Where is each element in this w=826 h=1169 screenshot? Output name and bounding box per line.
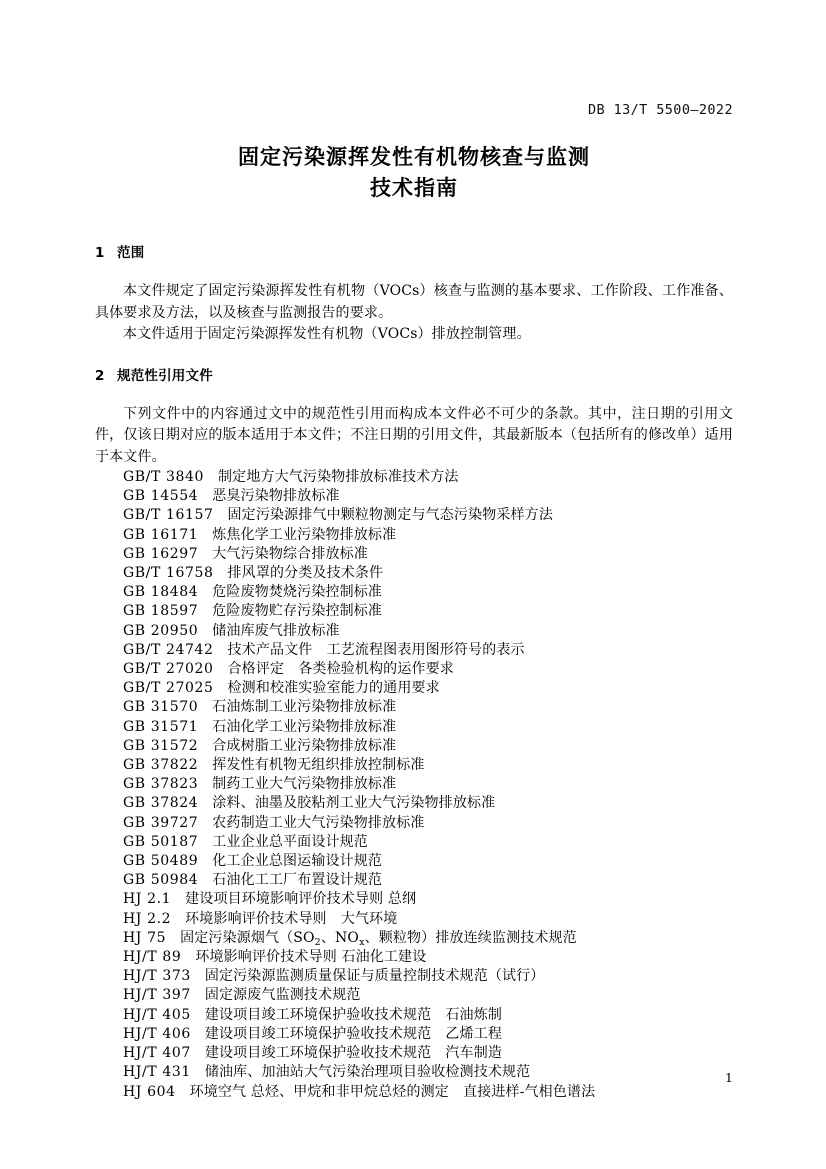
reference-item bbox=[123, 852, 733, 871]
spacer bbox=[95, 386, 733, 404]
reference-title: 排风罩的分类及技术条件 bbox=[227, 565, 384, 582]
reference-title: 环境空气 总烃、甲烷和非甲烷总烃的测定 直接进样-气相色谱法 bbox=[189, 1083, 596, 1100]
document-title-line-1: 固定污染源挥发性有机物核查与监测 bbox=[238, 145, 590, 169]
reference-code: GB 39727 bbox=[123, 814, 199, 831]
reference-code: GB 50489 bbox=[123, 853, 199, 870]
clause-number-2: 2 bbox=[95, 367, 105, 384]
document-body bbox=[95, 243, 733, 1102]
reference-title: 储油库废气排放标准 bbox=[212, 622, 340, 639]
reference-code: HJ 75 bbox=[123, 929, 167, 946]
clause-heading-normative-references bbox=[95, 366, 733, 386]
reference-title: 检测和校准实验室能力的通用要求 bbox=[227, 680, 440, 697]
reference-code: HJ/T 431 bbox=[123, 1064, 191, 1081]
reference-code: HJ/T 407 bbox=[123, 1045, 191, 1062]
reference-code: GB 31571 bbox=[123, 718, 199, 735]
reference-title: 固定源废气监测技术规范 bbox=[204, 987, 361, 1004]
reference-item bbox=[123, 833, 733, 852]
reference-item bbox=[123, 910, 733, 929]
reference-title: 涂料、油墨及胶粘剂工业大气污染物排放标准 bbox=[212, 795, 496, 812]
reference-code: GB 20950 bbox=[123, 622, 199, 639]
reference-item bbox=[123, 602, 733, 621]
clause-number-1: 1 bbox=[95, 245, 105, 261]
reference-code: GB 16171 bbox=[123, 526, 199, 543]
reference-item bbox=[123, 583, 733, 602]
reference-item bbox=[123, 622, 733, 641]
normative-references-intro: 下列文件中的内容通过文中的规范性引用而构成本文件必不可少的条款。其中，注日期的引用文件，仅该日期对应的版本适用于本文件；不注日期的引用文件，其最新版本（包括所有的修改单）适用于本文件。 bbox=[95, 405, 733, 465]
reference-title: 恶臭污染物排放标准 bbox=[212, 488, 340, 505]
reference-title: 建设项目竣工环境保护验收技术规范 乙烯工程 bbox=[204, 1025, 503, 1042]
reference-code: HJ/T 373 bbox=[123, 968, 191, 985]
footer-page-number: 1 bbox=[725, 1070, 733, 1085]
reference-code: GB 37822 bbox=[123, 757, 199, 774]
reference-title: 危险废物贮存污染控制标准 bbox=[212, 603, 383, 620]
reference-title: 技术产品文件 工艺流程图表用图形符号的表示 bbox=[227, 641, 525, 658]
reference-code: GB 18597 bbox=[123, 603, 199, 620]
reference-title: 储油库、加油站大气污染治理项目验收检测技术规范 bbox=[204, 1064, 531, 1081]
reference-code: HJ/T 405 bbox=[123, 1006, 191, 1023]
reference-code: GB 37824 bbox=[123, 795, 199, 812]
document-title-line-2: 技术指南 bbox=[370, 176, 458, 200]
reference-item bbox=[123, 775, 733, 794]
reference-item bbox=[123, 737, 733, 756]
reference-item bbox=[123, 967, 733, 986]
reference-title: 石油炼制工业污染物排放标准 bbox=[212, 699, 397, 716]
reference-title: 化工企业总图运输设计规范 bbox=[212, 853, 383, 870]
reference-item bbox=[123, 526, 733, 545]
reference-item bbox=[123, 1044, 733, 1063]
reference-title: 制药工业大气污染物排放标准 bbox=[212, 776, 397, 793]
reference-title: 固定污染源监测质量保证与质量控制技术规范（试行） bbox=[204, 968, 545, 985]
reference-code: GB 14554 bbox=[123, 488, 199, 505]
reference-item bbox=[123, 679, 733, 698]
clause-title-1: 范围 bbox=[117, 245, 145, 261]
spacer bbox=[95, 263, 733, 281]
reference-item bbox=[123, 794, 733, 813]
reference-title: 建设项目竣工环境保护验收技术规范 汽车制造 bbox=[204, 1045, 503, 1062]
reference-code: GB/T 27025 bbox=[123, 680, 214, 697]
reference-code: GB/T 16758 bbox=[123, 565, 214, 582]
reference-item bbox=[123, 718, 733, 737]
spacer bbox=[95, 346, 733, 366]
document-title bbox=[95, 142, 733, 204]
reference-code: GB/T 3840 bbox=[123, 469, 205, 485]
reference-item bbox=[123, 948, 733, 967]
reference-item bbox=[123, 1025, 733, 1044]
reference-item bbox=[123, 698, 733, 717]
reference-title: 固定污染源排气中颗粒物测定与气态污染物采样方法 bbox=[227, 507, 553, 524]
reference-item bbox=[123, 1006, 733, 1025]
reference-code: HJ 2.1 bbox=[123, 891, 172, 908]
clause-heading-scope bbox=[95, 243, 733, 263]
reference-title: 制定地方大气污染物排放标准技术方法 bbox=[218, 469, 459, 485]
reference-code: GB 18484 bbox=[123, 584, 199, 601]
reference-title: 挥发性有机物无组织排放控制标准 bbox=[212, 757, 425, 774]
reference-code: GB 37823 bbox=[123, 776, 199, 793]
reference-code: HJ/T 406 bbox=[123, 1025, 191, 1042]
reference-item bbox=[123, 487, 733, 506]
reference-code: GB 16297 bbox=[123, 545, 199, 562]
reference-title: 炼焦化学工业污染物排放标准 bbox=[212, 526, 397, 543]
reference-title: 石油化工工厂布置设计规范 bbox=[212, 872, 383, 889]
reference-title: 大气污染物综合排放标准 bbox=[212, 545, 368, 562]
scope-paragraph-2: 本文件适用于固定污染源挥发性有机物（VOCs）排放控制管理。 bbox=[123, 326, 531, 342]
reference-title: 建设项目环境影响评价技术导则 总纲 bbox=[185, 891, 417, 908]
reference-item bbox=[123, 468, 733, 487]
reference-code: GB/T 27020 bbox=[123, 661, 214, 678]
reference-item bbox=[123, 564, 733, 583]
reference-item bbox=[123, 545, 733, 564]
reference-title: 农药制造工业大气污染物排放标准 bbox=[212, 814, 425, 831]
reference-code: GB 31572 bbox=[123, 737, 199, 754]
reference-title: 环境影响评价技术导则 大气环境 bbox=[185, 910, 398, 927]
reference-title: 环境影响评价技术导则 石油化工建设 bbox=[195, 949, 427, 966]
reference-item bbox=[123, 814, 733, 833]
reference-title: 危险废物焚烧污染控制标准 bbox=[212, 584, 383, 601]
reference-item bbox=[123, 871, 733, 890]
reference-title: 建设项目竣工环境保护验收技术规范 石油炼制 bbox=[204, 1006, 503, 1023]
reference-title: 石油化学工业污染物排放标准 bbox=[212, 718, 397, 735]
reference-title: 工业企业总平面设计规范 bbox=[212, 833, 368, 850]
reference-code: HJ/T 89 bbox=[123, 949, 182, 966]
normative-reference-list bbox=[95, 468, 733, 1102]
reference-code: GB 50187 bbox=[123, 833, 199, 850]
reference-code: GB/T 16157 bbox=[123, 507, 214, 524]
reference-item bbox=[123, 660, 733, 679]
reference-item bbox=[123, 986, 733, 1005]
reference-code: HJ 2.2 bbox=[123, 910, 172, 927]
running-header-standard-number: DB 13/T 5500—2022 bbox=[588, 102, 733, 118]
reference-code: GB 50984 bbox=[123, 872, 199, 889]
reference-code: HJ/T 397 bbox=[123, 987, 191, 1004]
reference-item bbox=[123, 1083, 733, 1102]
reference-item bbox=[123, 756, 733, 775]
reference-item bbox=[123, 506, 733, 525]
reference-title: 固定污染源烟气（$SO_2$、$NO_x$、颗粒物）排放连续监测技术规范 bbox=[180, 929, 577, 948]
reference-item bbox=[123, 929, 733, 948]
reference-code: GB/T 24742 bbox=[123, 641, 214, 658]
reference-code: GB 31570 bbox=[123, 699, 199, 716]
reference-title: 合成树脂工业污染物排放标准 bbox=[212, 737, 397, 754]
reference-item bbox=[123, 890, 733, 909]
reference-title: 合格评定 各类检验机构的运作要求 bbox=[227, 661, 454, 678]
reference-item bbox=[123, 641, 733, 660]
reference-code: HJ 604 bbox=[123, 1083, 176, 1100]
clause-title-2: 规范性引用文件 bbox=[117, 367, 213, 384]
scope-paragraph-1: 本文件规定了固定污染源挥发性有机物（VOCs）核查与监测的基本要求、工作阶段、工作准备、具体要求及方法，以及核查与监测报告的要求。 bbox=[95, 283, 733, 321]
